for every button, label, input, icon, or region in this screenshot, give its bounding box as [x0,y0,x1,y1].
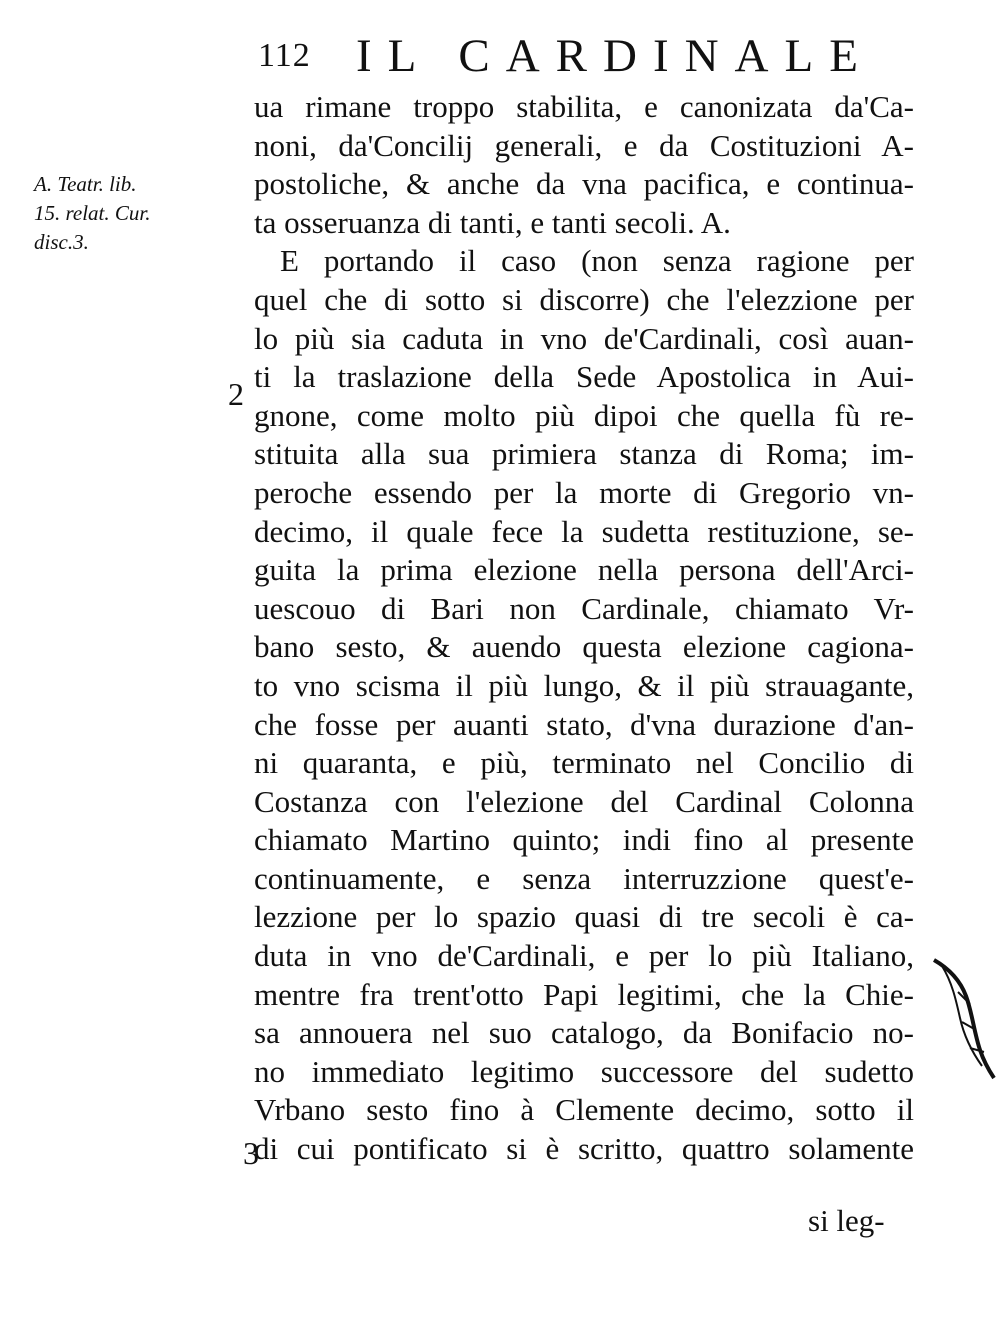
text-line: stituita alla sua primiera stanza di Roma; im- [254,436,914,472]
text-line: E portando il caso (non senza ragione per [280,243,914,279]
running-title: IL CARDINALE [356,30,874,82]
page-header [258,28,878,84]
text-line: ni quaranta, e più, terminato nel Concilio di [254,745,914,781]
text-line: lezzione per lo spazio quasi di tre secoli è ca- [254,899,914,935]
page-damage-mark [930,952,996,1082]
text-line: Vrbano sesto fino à Clemente decimo, sotto il [254,1092,914,1128]
page-number: 112 [258,37,311,74]
margin-number: 2 [228,376,244,412]
text-line: noni, da'Concilij generali, e da Costituzioni A- [254,127,914,163]
text-line: uescouo di Bari non Cardinale, chiamato Vr- [254,590,914,626]
text-line: guita la prima elezione nella persona dell'Arci- [254,552,914,588]
text-line: ta osseruanza di tanti, e tanti secoli. A. [254,204,731,240]
margin-number: 3 [243,1135,259,1171]
text-line: no immediato legitimo successore del sudetto [254,1053,914,1089]
margin-note-line: disc.3. [34,230,89,254]
text-line: gnone, come molto più dipoi che quella fù re- [254,397,914,433]
text-line: di cui pontificato si è scritto, quattro solamente [254,1131,914,1167]
text-line: decimo, il quale fece la sudetta restituzione, se- [254,513,914,549]
text-line: ti la traslazione della Sede Apostolica in Aui- [254,359,914,395]
text-line: peroche essendo per la morte di Gregorio vn- [254,474,914,510]
text-line: Costanza con l'elezione del Cardinal Colonna [254,783,914,819]
text-line: quel che di sotto si discorre) che l'elezzione per [254,281,914,317]
text-line: ua rimane troppo stabilita, e canonizata da'Ca- [254,89,914,124]
text-line: mentre fra trent'otto Papi legitimi, che la Chie- [254,976,914,1012]
catchword: si leg- [808,1203,885,1238]
text-line: sa annouera nel suo catalogo, da Bonifacio no- [254,1015,914,1051]
text-line: to vno scisma il più lungo, & il più strauagante, [254,667,914,703]
body-text [254,88,914,1169]
text-line: lo più sia caduta in vno de'Cardinali, così auan- [254,320,914,356]
margin-note-line: 15. relat. Cur. [34,201,151,225]
text-line: che fosse per auanti stato, d'vna durazione d'an- [254,706,914,742]
margin-note [34,170,214,257]
text-line: duta in vno de'Cardinali, e per lo più Italiano, [254,938,914,974]
text-line: postoliche, & anche da vna pacifica, e continua- [254,166,914,202]
text-line: bano sesto, & auendo questa elezione cagiona- [254,629,914,665]
margin-note-line: A. Teatr. lib. [34,172,137,196]
text-line: chiamato Martino quinto; indi fino al presente [254,822,914,858]
text-line: continuamente, e senza interruzzione quest'e- [254,860,914,896]
